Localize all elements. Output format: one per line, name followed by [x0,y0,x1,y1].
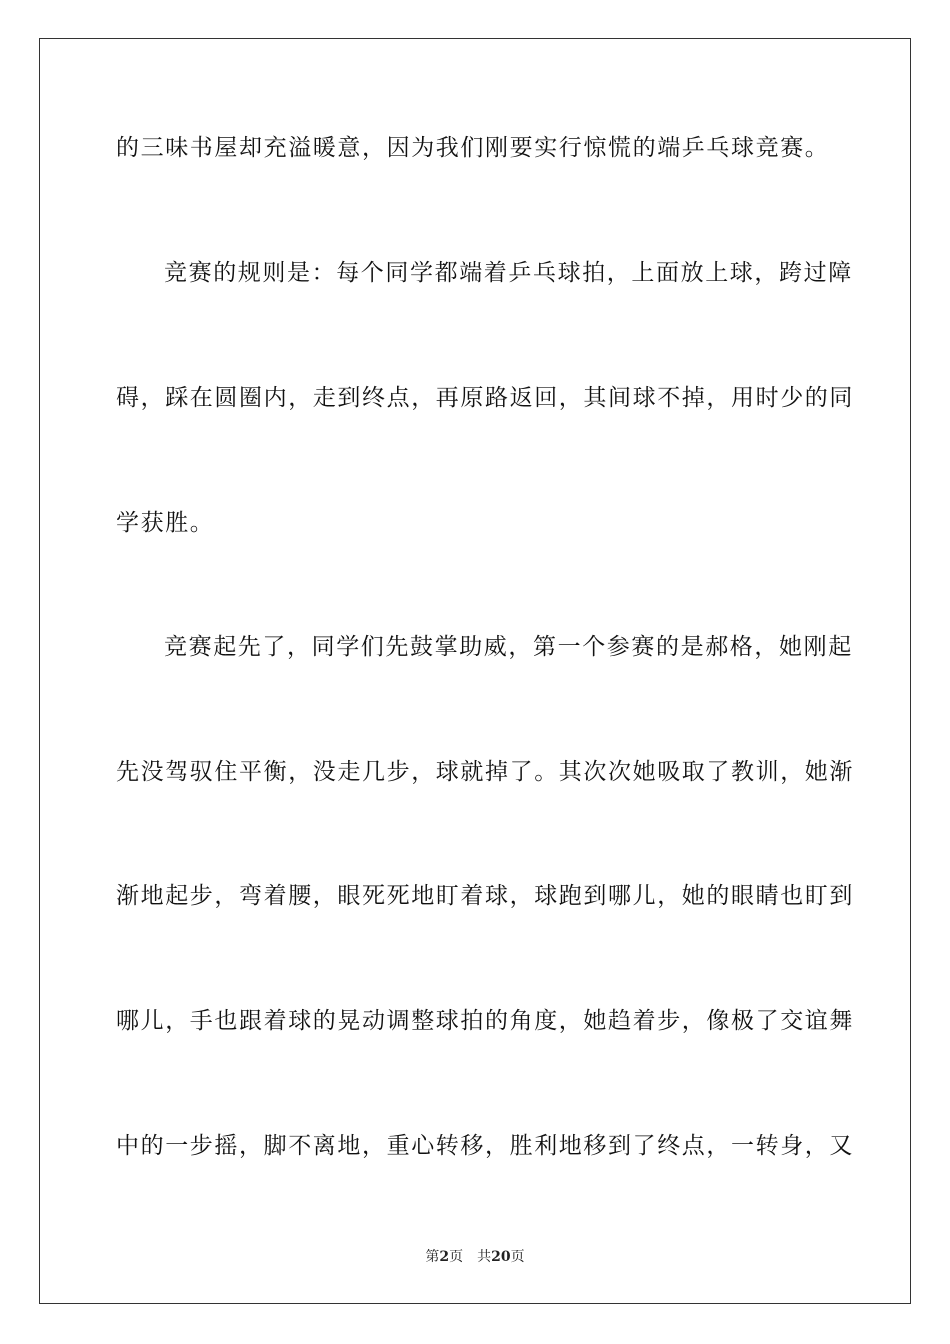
footer-page-suffix: 页 [449,1249,464,1265]
footer-total-pages: 20 [491,1249,511,1265]
footer-current-page: 2 [439,1249,450,1265]
paragraph-start-line: 竞赛起先了，同学们先鼓掌助威，第一个参赛的是郝格，她刚起 [164,634,853,660]
page-footer [0,1247,950,1267]
footer-total-prefix: 共 [477,1249,492,1265]
text-line: 学获胜。 [116,510,215,536]
text-line: 中的一步摇，脚不离地，重心转移，胜利地移到了终点，一转身，又 [116,1133,854,1159]
text-line: 先没驾驭住平衡，没走几步，球就掉了。其次次她吸取了教训，她渐 [116,759,854,785]
text-line: 碍，踩在圆圈内，走到终点，再原路返回，其间球不掉，用时少的同 [116,385,854,411]
paragraph-start-line: 竞赛的规则是：每个同学都端着乒乓球拍，上面放上球，跨过障 [164,260,853,286]
page-border [39,38,911,1304]
text-line: 渐地起步，弯着腰，眼死死地盯着球，球跑到哪儿，她的眼睛也盯到 [116,883,854,909]
footer-total-suffix: 页 [510,1249,525,1265]
text-line: 的三味书屋却充溢暖意，因为我们刚要实行惊慌的端乒乓球竞赛。 [116,135,830,161]
footer-page-prefix: 第 [425,1249,440,1265]
text-line: 哪儿，手也跟着球的晃动调整球拍的角度，她趋着步，像极了交谊舞 [116,1008,854,1034]
